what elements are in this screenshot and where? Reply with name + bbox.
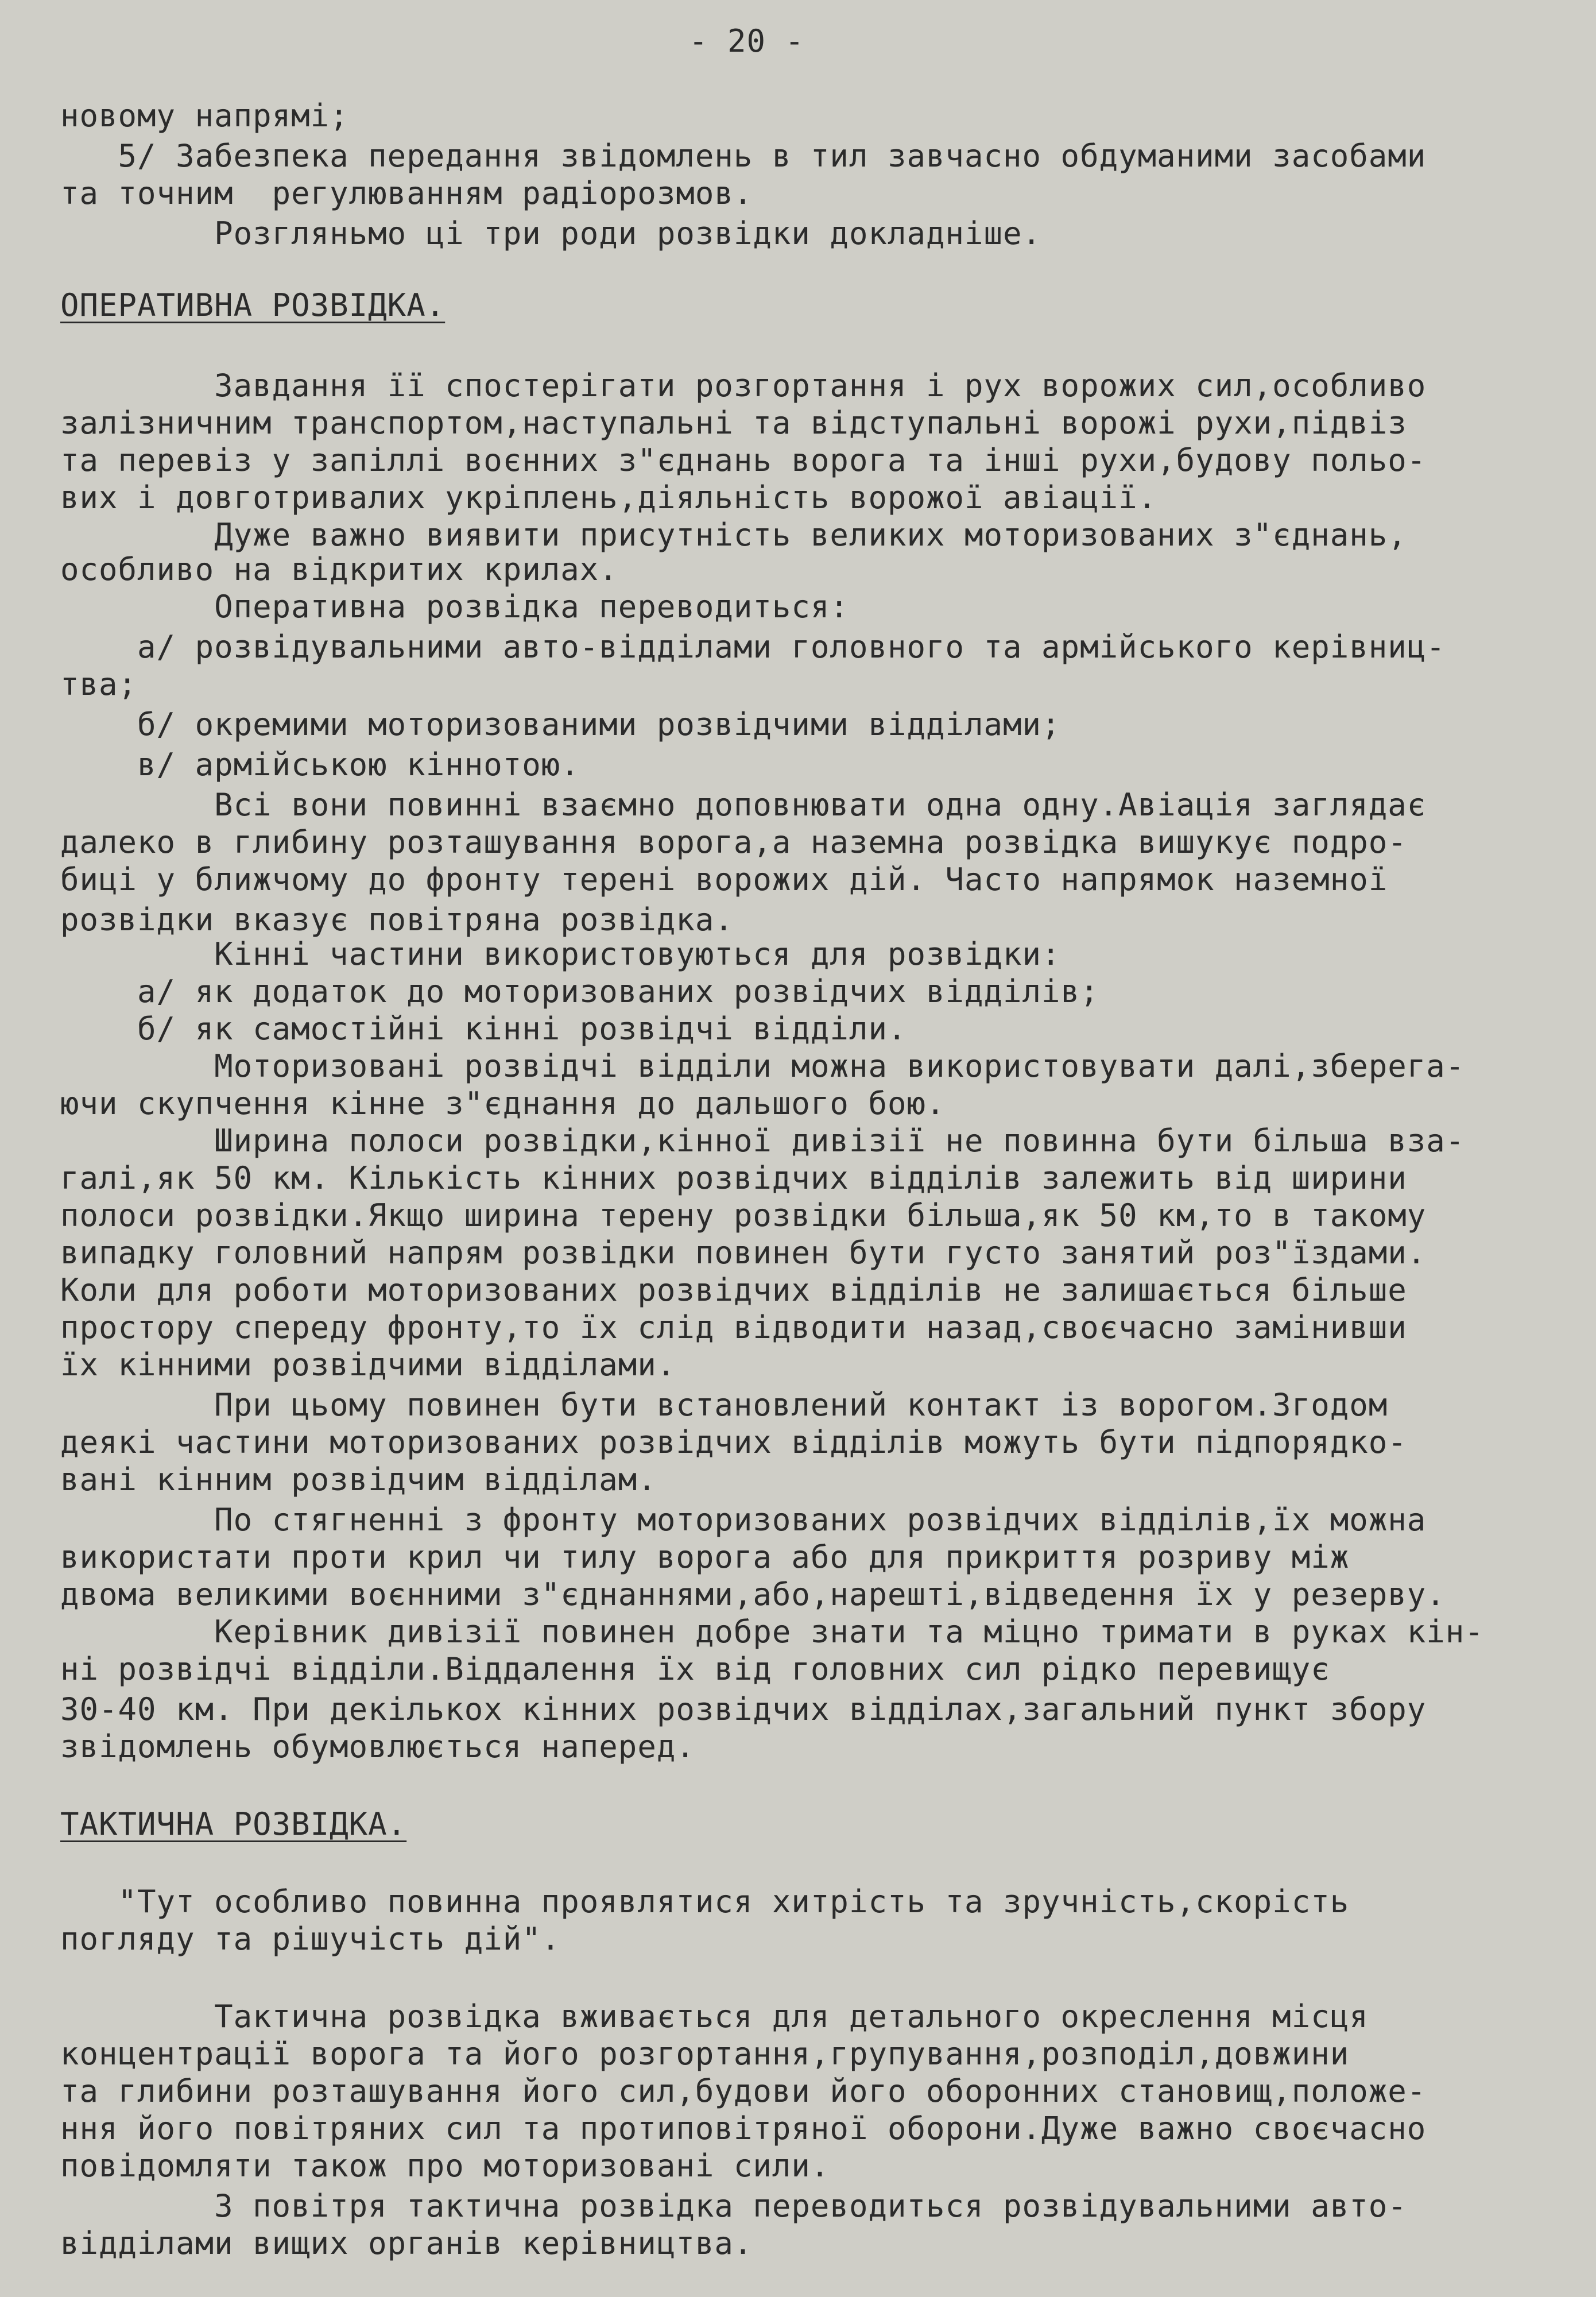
text-line: деякі частини моторизованих розвідчих відділів можуть бути підпорядко- [60,1424,1407,1460]
text-line: При цьому повинен бути встановлений контакт із ворогом.Згодом [60,1387,1388,1423]
text-line: далеко в глибину розташування ворога,а наземна розвідка вишукує подро- [60,824,1407,860]
text-line: Оперативна розвідка переводиться: [60,589,849,625]
list-item: б/ як самостійні кінні розвідчі відділи. [60,1011,907,1047]
text-line: їх кінними розвідчими відділами. [60,1347,676,1383]
text-line: та точним регулюванням радіорозмов. [60,175,753,211]
text-line: 30-40 км. При декількох кінних розвідчих відділах,загальний пункт збору [60,1691,1427,1727]
text-line: 5/ Забезпека передання звідомлень в тил завчасно обдуманими засобами [60,138,1427,174]
text-line: Всі вони повинні взаємно доповнювати одна одну.Авіація заглядає [60,787,1427,823]
text-line: З повітря тактична розвідка переводиться розвідувальними авто- [60,2188,1407,2224]
text-line: та перевіз у запіллі воєнних з"єднань ворога та інші рухи,будову польо- [60,442,1427,478]
text-line: розвідки вказує повітряна розвідка. [60,902,734,938]
text-line: звідомлень обумовлюється наперед. [60,1728,695,1765]
text-line: залізничним транспортом,наступальні та відступальні ворожі рухи,підвіз [60,405,1407,441]
text-line: биці у ближчому до фронту терені ворожих дій. Часто напрямок наземної [60,861,1388,898]
list-item: в/ армійською кіннотою. [60,747,580,783]
text-line: Розгляньмо ці три роди розвідки докладніше. [60,215,1042,252]
text-line: випадку головний напрям розвідки повинен бути густо занятий роз"їздами. [60,1235,1427,1271]
page-number: - 20 - [689,23,805,59]
text-line: ння його повітряних сил та протиповітряної оборони.Дуже важно своєчасно [60,2110,1427,2147]
list-item: б/ окремими моторизованими розвідчими відділами; [60,706,1061,743]
text-line: Завдання її спостерігати розгортання і рух ворожих сил,особливо [60,368,1427,404]
text-line: галі,як 50 км. Кількість кінних розвідчих відділів залежить від ширини [60,1160,1407,1196]
text-line: використати проти крил чи тилу ворога або для прикриття розриву між [60,1539,1350,1575]
text-line: Дуже важно виявити присутність великих моторизованих з"єднань, [60,517,1407,553]
text-line: Кінні частини використовуються для розвідки: [60,936,1061,972]
section-heading-tactical: ТАКТИЧНА РОЗВІДКА. [60,1806,407,1842]
text-line: Коли для роботи моторизованих розвідчих відділів не залишається більше [60,1272,1407,1308]
text-line: По стягненні з фронту моторизованих розвідчих відділів,їх можна [60,1502,1427,1538]
text-line: ючи скупчення кінне з"єднання до дальшого бою. [60,1085,946,1122]
text-line: Моторизовані розвідчі відділи можна використовувати далі,зберега- [60,1048,1465,1084]
text-line: новому напрямі; [60,98,349,134]
text-line: Керівник дивізії повинен добре знати та міцно тримати в руках кін- [60,1614,1484,1650]
text-line: ні розвідчі відділи.Віддалення їх від головних сил рідко перевищує [60,1651,1330,1687]
text-line: тва; [60,666,138,702]
text-line: полоси розвідки.Якщо ширина терену розвідки більша,як 50 км,то в такому [60,1197,1427,1233]
text-line: концентрації ворога та його розгортання,групування,розподіл,довжини [60,2036,1350,2072]
quote-line: "Тут особливо повинна проявлятися хитрість та зручність,скорість [60,1884,1350,1920]
text-line: повідомляти також про моторизовані сили. [60,2148,830,2184]
text-line: Ширина полоси розвідки,кінної дивізії не повинна бути більша вза- [60,1123,1465,1159]
list-item: а/ розвідувальними авто-відділами головного та армійського керівниц- [60,629,1446,665]
text-line: особливо на відкритих крилах. [60,551,618,587]
text-line: двома великими воєнними з"єднаннями,або,нарешті,відведення їх у резерву. [60,1576,1446,1612]
text-line: Тактична розвідка вживається для детального окреслення місця [60,1998,1369,2035]
text-line: вих і довготривалих укріплень,діяльність ворожої авіації. [60,479,1157,516]
text-line: вані кінним розвідчим відділам. [60,1461,657,1498]
section-heading-operational: ОПЕРАТИВНА РОЗВІДКА. [60,287,446,323]
text-line: відділами вищих органів керівництва. [60,2225,753,2261]
list-item: а/ як додаток до моторизованих розвідчих відділів; [60,973,1099,1010]
quote-line: погляду та рішучість дій". [60,1921,561,1957]
text-line: та глибини розташування його сил,будови його оборонних становищ,положе- [60,2073,1427,2109]
text-line: простору спереду фронту,то їх слід відводити назад,своєчасно замінивши [60,1309,1407,1345]
